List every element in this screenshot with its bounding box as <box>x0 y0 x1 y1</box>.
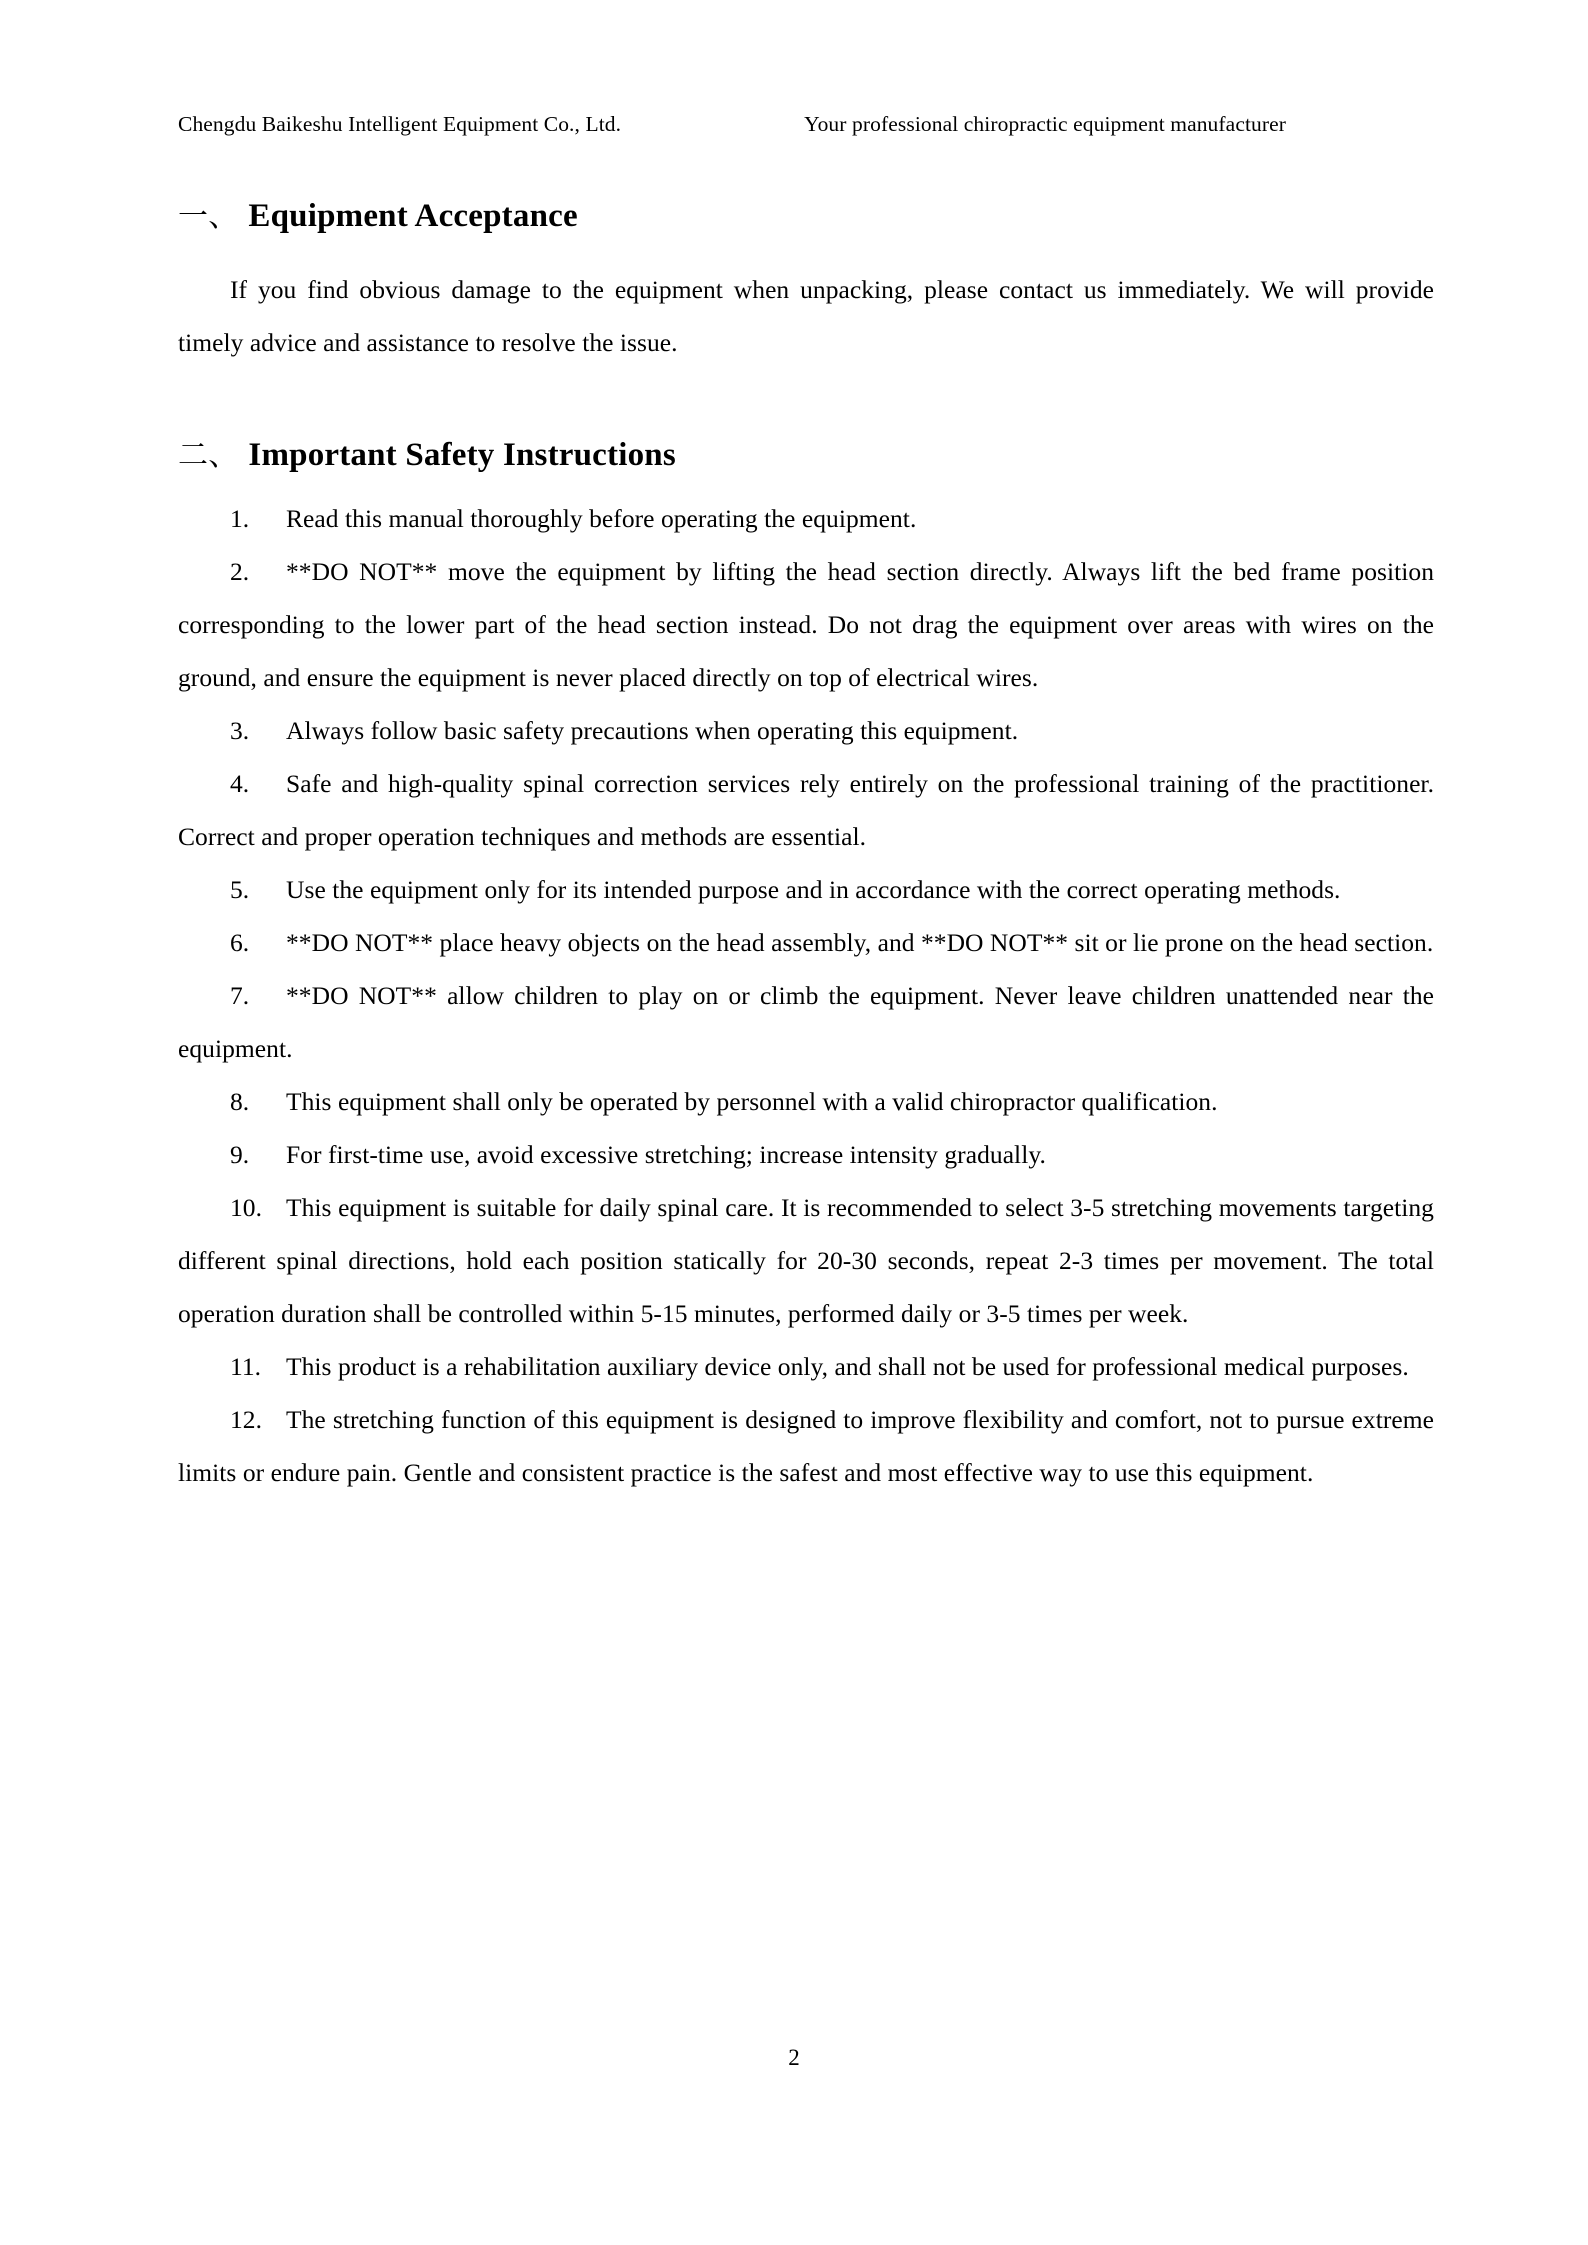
list-item-text: For first-time use, avoid excessive stretching; increase intensity gradually. <box>286 1139 1046 1169</box>
list-item-number: 12. <box>230 1404 263 1434</box>
list-item-number: 9. <box>230 1139 250 1169</box>
list-item-number: 5. <box>230 874 250 904</box>
list-item-number: 10. <box>230 1192 263 1222</box>
section-marker-one: 一、 <box>178 199 239 234</box>
list-item <box>178 863 1434 916</box>
section-heading-equipment-acceptance <box>178 196 1434 237</box>
header-tagline: Your professional chiropractic equipment manufacturer <box>804 112 1287 136</box>
list-item <box>178 492 1434 545</box>
list-item <box>178 1075 1434 1128</box>
list-item <box>178 969 1434 1075</box>
list-item-text: Always follow basic safety precautions when operating this equipment. <box>286 715 1019 745</box>
document-content <box>178 196 1434 1499</box>
list-item-text: Use the equipment only for its intended purpose and in accordance with the correct operating methods. <box>286 874 1341 904</box>
list-item-number: 8. <box>230 1086 250 1116</box>
list-item-number: 7. <box>230 980 250 1010</box>
list-item <box>178 1128 1434 1181</box>
section-heading-safety-instructions <box>178 435 1434 476</box>
list-item-text: **DO NOT** place heavy objects on the head assembly, and **DO NOT** sit or lie prone on the head section. <box>286 927 1434 957</box>
running-header <box>178 112 1410 138</box>
list-item-text: This equipment is suitable for daily spinal care. It is recommended to select 3-5 stretching movements targeting different spinal directions, hold each position statically for 20-30 seconds, repeat 2-3 times per movement. The total operation duration shall be controlled within 5-15 minutes, performed daily or 3-5 times per week. <box>178 1192 1434 1328</box>
list-item-number: 11. <box>230 1351 262 1381</box>
list-item-text: The stretching function of this equipment is designed to improve flexibility and comfort, not to pursue extreme limits or endure pain. Gentle and consistent practice is the safest and most effective way to use this equipment. <box>178 1404 1434 1487</box>
list-item <box>178 1181 1434 1340</box>
section-marker-two: 二、 <box>178 438 239 474</box>
list-item-number: 4. <box>230 768 250 798</box>
header-company-name: Chengdu Baikeshu Intelligent Equipment Co., Ltd. <box>178 112 622 136</box>
list-item <box>178 545 1434 704</box>
safety-instructions-list <box>178 492 1434 1499</box>
list-item <box>178 1340 1434 1393</box>
equipment-acceptance-paragraph: If you find obvious damage to the equipment when unpacking, please contact us immediately. We will provide timely advice and assistance to resolve the issue. <box>178 275 1434 358</box>
list-item-number: 2. <box>230 556 250 586</box>
list-item <box>178 704 1434 757</box>
list-item-number: 6. <box>230 927 250 957</box>
list-item-text: Safe and high-quality spinal correction services rely entirely on the professional training of the practitioner. Correct and proper operation techniques and methods are essential. <box>178 768 1434 851</box>
list-item <box>178 916 1434 969</box>
list-item <box>178 757 1434 863</box>
section-title-equipment-acceptance: Equipment Acceptance <box>248 198 578 234</box>
list-item-text: Read this manual thoroughly before operating the equipment. <box>286 503 917 533</box>
list-item-number: 3. <box>230 715 250 745</box>
list-item-text: This equipment shall only be operated by personnel with a valid chiropractor qualification. <box>286 1086 1218 1116</box>
page-footer <box>0 2044 1588 2072</box>
list-item-text: **DO NOT** allow children to play on or climb the equipment. Never leave children unattended near the equipment. <box>178 980 1434 1063</box>
section-title-safety-instructions: Important Safety Instructions <box>248 437 676 474</box>
page-number: 2 <box>788 2045 800 2070</box>
list-item-number: 1. <box>230 503 250 533</box>
list-item <box>178 1393 1434 1499</box>
list-item-text: This product is a rehabilitation auxiliary device only, and shall not be used for professional medical purposes. <box>286 1351 1409 1381</box>
list-item-text: **DO NOT** move the equipment by lifting the head section directly. Always lift the bed frame position corresponding to the lower part of the head section instead. Do not drag the equipment over areas with wires on the ground, and ensure the equipment is never placed directly on top of electrical wires. <box>178 556 1434 692</box>
